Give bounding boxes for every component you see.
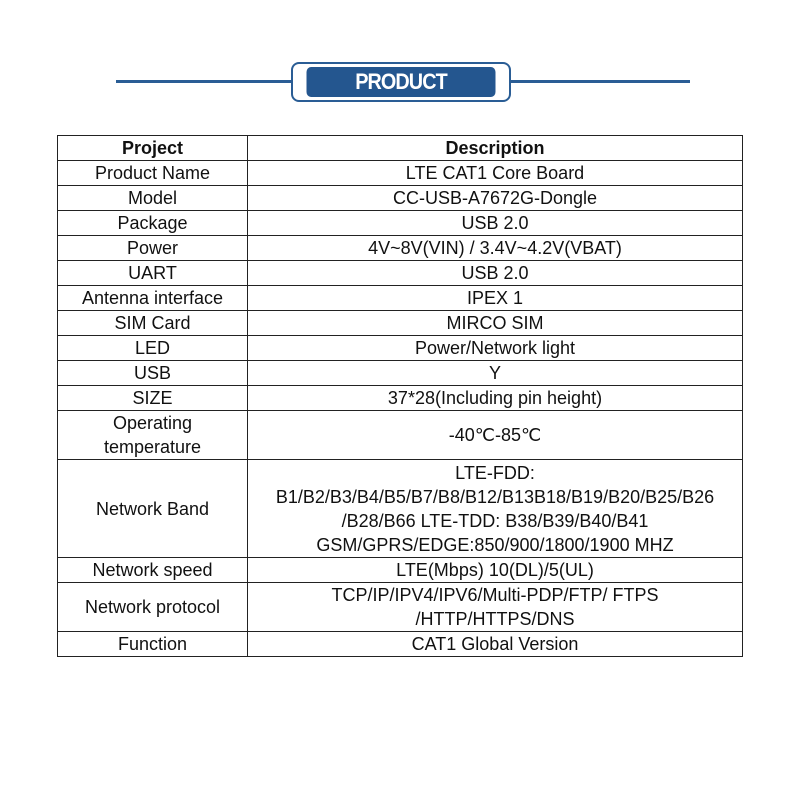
- project-cell: [58, 211, 248, 236]
- banner-divider-left: [116, 80, 294, 83]
- description-text: Y: [488, 363, 501, 383]
- project-text: USB: [133, 363, 171, 383]
- description-text: Power/Network light: [414, 338, 576, 358]
- description-cell: [248, 261, 743, 286]
- project-cell: [58, 286, 248, 311]
- project-text: Operating: [112, 413, 193, 433]
- project-text: Network Band: [95, 498, 210, 519]
- description-text: -40℃-85℃: [448, 425, 542, 445]
- project-cell: [58, 311, 248, 336]
- description-cell: [248, 286, 743, 311]
- banner-frame: [291, 62, 511, 124]
- project-cell: [58, 460, 248, 558]
- table-row: [58, 286, 743, 311]
- description-cell: [248, 236, 743, 261]
- table-row: [58, 311, 743, 336]
- description-cell: [248, 211, 743, 236]
- description-cell: [248, 311, 743, 336]
- project-cell: [58, 261, 248, 286]
- description-text: LTE-FDD:: [455, 462, 535, 483]
- banner-divider-right: [506, 80, 690, 83]
- section-banner: [0, 58, 800, 124]
- description-cell: [248, 336, 743, 361]
- description-cell: [248, 361, 743, 386]
- table-row: [58, 361, 743, 386]
- project-text: Model: [127, 188, 178, 208]
- table-row: [58, 558, 743, 583]
- description-text: 37*28(Including pin height): [387, 388, 603, 408]
- project-cell: [58, 186, 248, 211]
- description-text: CAT1 Global Version: [411, 634, 579, 654]
- table-body: [58, 161, 743, 657]
- project-text: Power: [126, 238, 179, 258]
- table-row: [58, 186, 743, 211]
- project-text: Network speed: [92, 560, 213, 580]
- project-cell: [58, 386, 248, 411]
- description-cell: [248, 558, 743, 583]
- project-text: SIZE: [132, 388, 173, 408]
- project-text: Package: [117, 213, 188, 233]
- banner-title: PRODUCT PARAMETERS: [307, 67, 496, 97]
- project-cell: [58, 558, 248, 583]
- description-text: MIRCO SIM: [446, 313, 544, 333]
- table-row: [58, 632, 743, 657]
- project-cell: [58, 632, 248, 657]
- description-text: LTE CAT1 Core Board: [405, 163, 585, 183]
- description-cell: [248, 186, 743, 211]
- table-row: [58, 411, 743, 460]
- description-cell: [248, 411, 743, 460]
- column-header-project: Project: [58, 136, 248, 161]
- project-cell: [58, 236, 248, 261]
- description-text: GSM/GPRS/EDGE:850/900/1800/1900 MHZ: [316, 534, 674, 555]
- table-row: [58, 460, 743, 558]
- project-cell: [58, 161, 248, 186]
- table-row: [58, 211, 743, 236]
- project-text: Function: [117, 634, 188, 654]
- project-text: LED: [134, 338, 170, 358]
- description-cell: [248, 460, 743, 558]
- project-text: UART: [128, 263, 177, 283]
- description-cell: [248, 386, 743, 411]
- description-text: USB 2.0: [461, 213, 529, 233]
- project-cell: [58, 361, 248, 386]
- description-cell: [248, 583, 743, 632]
- description-text: 4V~8V(VIN) / 3.4V~4.2V(VBAT): [368, 238, 622, 258]
- description-text: B1/B2/B3/B4/B5/B7/B8/B12/B13B18/B19/B20/B25/B26: [275, 486, 715, 507]
- description-cell: [248, 632, 743, 657]
- project-cell: [58, 336, 248, 361]
- table-row: [58, 583, 743, 632]
- project-text: SIM Card: [114, 313, 191, 333]
- table-row: [58, 261, 743, 286]
- description-text: USB 2.0: [461, 263, 529, 283]
- column-header-description: Description: [248, 136, 743, 161]
- project-text: Network protocol: [84, 597, 221, 617]
- table-header-row: [58, 136, 743, 161]
- description-text: IPEX 1: [466, 288, 524, 308]
- table-row: [58, 336, 743, 361]
- project-text: Product Name: [94, 163, 211, 183]
- project-text: Antenna interface: [81, 288, 224, 308]
- table-row: [58, 236, 743, 261]
- table-row: [58, 161, 743, 186]
- project-cell: [58, 411, 248, 460]
- description-text: LTE(Mbps) 10(DL)/5(UL): [396, 560, 594, 580]
- table-row: [58, 386, 743, 411]
- project-text: temperature: [103, 437, 202, 457]
- project-cell: [58, 583, 248, 632]
- description-text: TCP/IP/IPV4/IPV6/Multi-PDP/FTP/ FTPS: [331, 585, 659, 605]
- description-cell: [248, 161, 743, 186]
- description-text: /HTTP/HTTPS/DNS: [415, 609, 575, 629]
- parameters-table: [57, 135, 743, 657]
- description-text: /B28/B66 LTE-TDD: B38/B39/B40/B41: [341, 510, 649, 531]
- description-text: CC-USB-A7672G-Dongle: [392, 188, 598, 208]
